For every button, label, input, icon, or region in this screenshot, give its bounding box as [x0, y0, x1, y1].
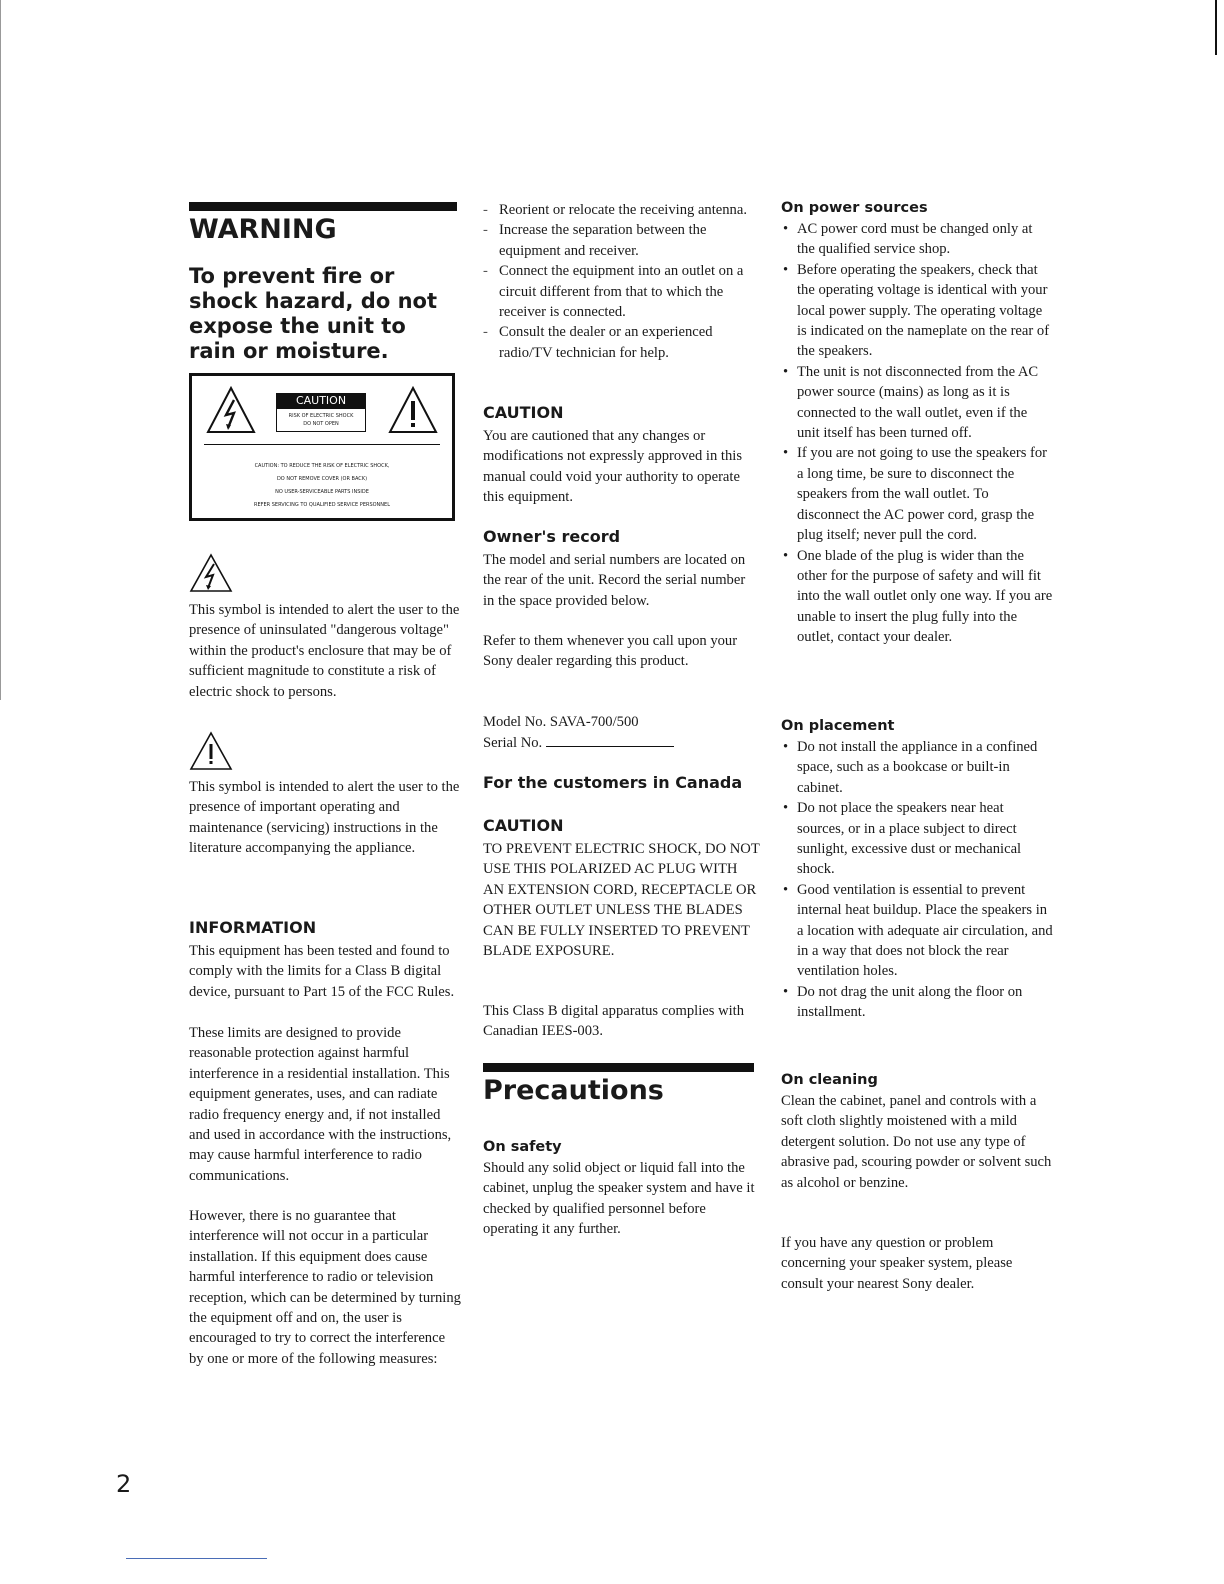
canada-caution-text: TO PREVENT ELECTRIC SHOCK, DO NOT USE THIS POLARIZED AC PLUG WITH AN EXTENSION CORD, RECEPTACLE OR OTHER OUTLET UNLESS THE BLADES CAN BE FULLY INSERTED TO PREVENT BLADE EXPOSURE.: [483, 841, 760, 960]
owners-record-p2: Refer to them whenever you call upon your Sony dealer regarding this product.: [483, 633, 738, 670]
caution-label-line2: DO NOT REMOVE COVER (OR BACK): [276, 476, 368, 482]
model-number: Model No. SAVA-700/500: [483, 714, 639, 730]
canada-caution-heading: CAUTION: [483, 816, 564, 835]
list-item: • One blade of the plug is wider than the other for the purpose of safety and will fit into the wall outlet only one way. If you are unable to insert the plug fully into the outlet, contact your dealer.: [781, 546, 1053, 648]
safety-heading: On safety: [483, 1139, 562, 1155]
information-heading: INFORMATION: [189, 918, 317, 937]
scan-edge-right: [1215, 0, 1217, 55]
lightning-symbol-icon: [189, 553, 233, 593]
measures-list: [483, 200, 759, 363]
placement-heading: On placement: [781, 718, 895, 734]
caution-label-header: CAUTION: [276, 393, 366, 408]
serial-number-blank: [546, 734, 674, 747]
caution-label-sub2: DO NOT OPEN: [303, 421, 339, 427]
information-p2: These limits are designed to provide reasonable protection against harmful interference in a residential installation. This equipment generates, uses, and can radiate radio frequency energy and, if not installed and used in accordance with the instructions, may cause harmful interference to radio communications.: [189, 1025, 452, 1184]
scan-edge-left: [0, 0, 1, 700]
warning-subtitle: To prevent fire or shock hazard, do not expose the unit to rain or moisture.: [189, 264, 437, 363]
caution-label-divider: [204, 444, 440, 445]
footer-rule: [126, 1558, 267, 1559]
symbol2-text: This symbol is intended to alert the user to the presence of important operating and maintenance (servicing) instructions in the literature accompanying the appliance.: [189, 779, 460, 857]
list-item: • Good ventilation is essential to prevent internal heat buildup. Place the speakers in a location with adequate air circulation, and in a way that does not block the rear ventilation holes.: [781, 880, 1053, 982]
warning-title: WARNING: [189, 214, 337, 245]
list-item: • The unit is not disconnected from the AC power source (mains) as long as it is connected to the wall outlet, even if the unit itself has been turned off.: [781, 362, 1053, 444]
list-item: • Before operating the speakers, check that the operating voltage is identical with your local power supply. The operating voltage is indicated on the nameplate on the rear of the speakers.: [781, 260, 1053, 362]
placement-list: [781, 737, 1053, 1023]
owners-record-p1: The model and serial numbers are located on the rear of the unit. Record the serial number in the space provided below.: [483, 552, 746, 609]
list-item: • Do not place the speakers near heat sources, or in a place subject to direct sunlight, excessive dust or mechanical shock.: [781, 798, 1053, 880]
caution-heading: CAUTION: [483, 403, 564, 422]
list-item: • If you are not going to use the speakers for a long time, be sure to disconnect the speakers from the wall outlet. To disconnect the AC power cord, grasp the plug itself; never pull the cord.: [781, 443, 1053, 545]
exclamation-warning-icon: [388, 386, 438, 434]
caution-label-text: [202, 460, 442, 512]
power-heading: On power sources: [781, 200, 928, 216]
serial-number-label: Serial No.: [483, 735, 543, 751]
class-b-statement: This Class B digital apparatus complies with Canadian IEES-003.: [483, 1003, 745, 1040]
information-p3: However, there is no guarantee that interference will not occur in a particular installation. If this equipment does cause harmful interference to radio or television reception, which can be determined by turning the equipment off and on, the user is encouraged to try to correct the interference by one or more of the following measures:: [189, 1208, 461, 1367]
caution-text: You are cautioned that any changes or modifications not expressly approved in this manual could void your authority to operate this equipment.: [483, 428, 742, 506]
closing-text: If you have any question or problem concerning your speaker system, please consult your nearest Sony dealer.: [781, 1235, 1013, 1292]
precautions-rule: [483, 1063, 754, 1072]
list-item: - Reorient or relocate the receiving antenna.: [483, 200, 759, 220]
page-number: 2: [116, 1470, 132, 1498]
symbol1-text: This symbol is intended to alert the user to the presence of uninsulated "dangerous voltage" within the product's enclosure that may be of sufficient magnitude to constitute a risk of electric shock to persons.: [189, 602, 460, 700]
list-item: - Connect the equipment into an outlet on a circuit different from that to which the receiver is connected.: [483, 261, 759, 322]
caution-label-sub1: RISK OF ELECTRIC SHOCK: [288, 413, 354, 419]
power-list: [781, 219, 1053, 648]
list-item: - Consult the dealer or an experienced radio/TV technician for help.: [483, 322, 759, 363]
cleaning-heading: On cleaning: [781, 1072, 878, 1088]
information-p1: This equipment has been tested and found to comply with the limits for a Class B digital device, pursuant to Part 15 of the FCC Rules.: [189, 943, 455, 1000]
safety-text: Should any solid object or liquid fall into the cabinet, unplug the speaker system and have it checked by qualified personnel before operating it any further.: [483, 1160, 755, 1238]
warning-rule: [189, 202, 457, 211]
serial-number-row: [483, 733, 674, 753]
list-item: • Do not install the appliance in a confined space, such as a bookcase or built-in cabinet.: [781, 737, 1053, 798]
caution-label-line4: REFER SERVICING TO QUALIFIED SERVICE PERSONNEL: [254, 502, 390, 508]
caution-label-line3: NO USER-SERVICEABLE PARTS INSIDE: [275, 489, 369, 495]
owners-record-heading: Owner's record: [483, 527, 621, 546]
precautions-title: Precautions: [483, 1075, 664, 1106]
list-item: • AC power cord must be changed only at the qualified service shop.: [781, 219, 1053, 260]
caution-label-line1: CAUTION: TO REDUCE THE RISK OF ELECTRIC SHOCK,: [254, 463, 390, 469]
exclamation-symbol-icon: [189, 731, 233, 771]
caution-label-sub: [276, 408, 366, 432]
list-item: - Increase the separation between the equipment and receiver.: [483, 220, 759, 261]
caution-label: [189, 373, 455, 521]
cleaning-text: Clean the cabinet, panel and controls with a soft cloth slightly moistened with a mild detergent solution. Do not use any type of abrasive pad, scouring powder or solvent such as alcohol or benzine.: [781, 1093, 1052, 1191]
list-item: • Do not drag the unit along the floor on installment.: [781, 982, 1053, 1023]
lightning-warning-icon: [206, 386, 256, 434]
canada-heading: For the customers in Canada: [483, 773, 743, 792]
